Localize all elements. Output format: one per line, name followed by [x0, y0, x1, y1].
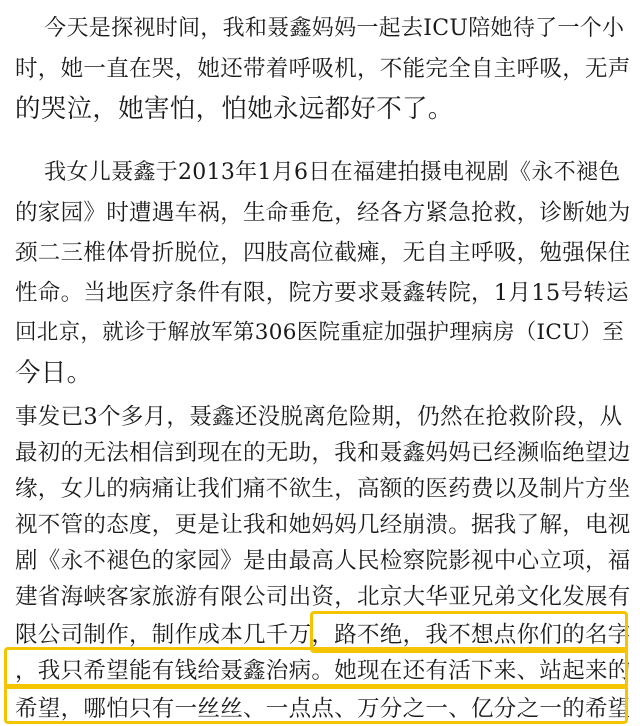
text-line: ，我只希望能有钱给聂鑫治病。她现在还有活下来、站起来的 [15, 658, 631, 684]
text-line: 建省海峡客家旅游有限公司出资，北京大华亚兄弟文化发展有 [15, 584, 631, 610]
text-line: 回北京，就诊于解放军第306医院重症加强护理病房（ICU）至 [15, 320, 625, 345]
text-line: 事发已3个多月，聂鑫还没脱离危险期，仍然在抢救阶段，从 [15, 404, 623, 430]
text-line: 今天是探视时间，我和聂鑫妈妈一起去ICU陪她待了一个小 [15, 16, 625, 41]
text-line: 视不管的态度，更是让我和她妈妈几经崩溃。据我了解，电视 [15, 512, 631, 538]
text-line: 时，她一直在哭，她还带着呼吸机，不能完全自主呼吸，无声 [15, 56, 631, 82]
text-line: 希望，哪怕只有一丝丝、一点点、万分之一、亿分之一的希望 [15, 696, 631, 722]
text-line: 颈二三椎体骨折脱位，四肢高位截瘫，无自主呼吸，勉强保住 [15, 240, 631, 266]
text-line: 剧《永不褪色的家园》是由最高人民检察院影视中心立项，福 [15, 548, 631, 574]
text-line: 我女儿聂鑫于2013年1月6日在福建拍摄电视剧《永不褪色 [15, 160, 621, 185]
text-line: 性命。当地医疗条件有限，院方要求聂鑫转院，1月15号转运 [15, 280, 629, 306]
text-line: 的哭泣，她害怕，怕她永远都好不了。 [15, 94, 454, 124]
text-line: 缘，女儿的病痛让我们痛不欲生，高额的医药费以及制片方坐 [15, 476, 631, 502]
text-line: 限公司制作，制作成本几千万，路不绝，我不想点你们的名字 [15, 622, 631, 648]
text-line: 的家园》时遭遇车祸，生命垂危，经各方紧急抢救，诊断她为 [15, 200, 631, 226]
text-line: 最初的无法相信到现在的无助，我和聂鑫妈妈已经濒临绝望边 [15, 440, 631, 466]
text-line: 今日。 [15, 358, 93, 388]
